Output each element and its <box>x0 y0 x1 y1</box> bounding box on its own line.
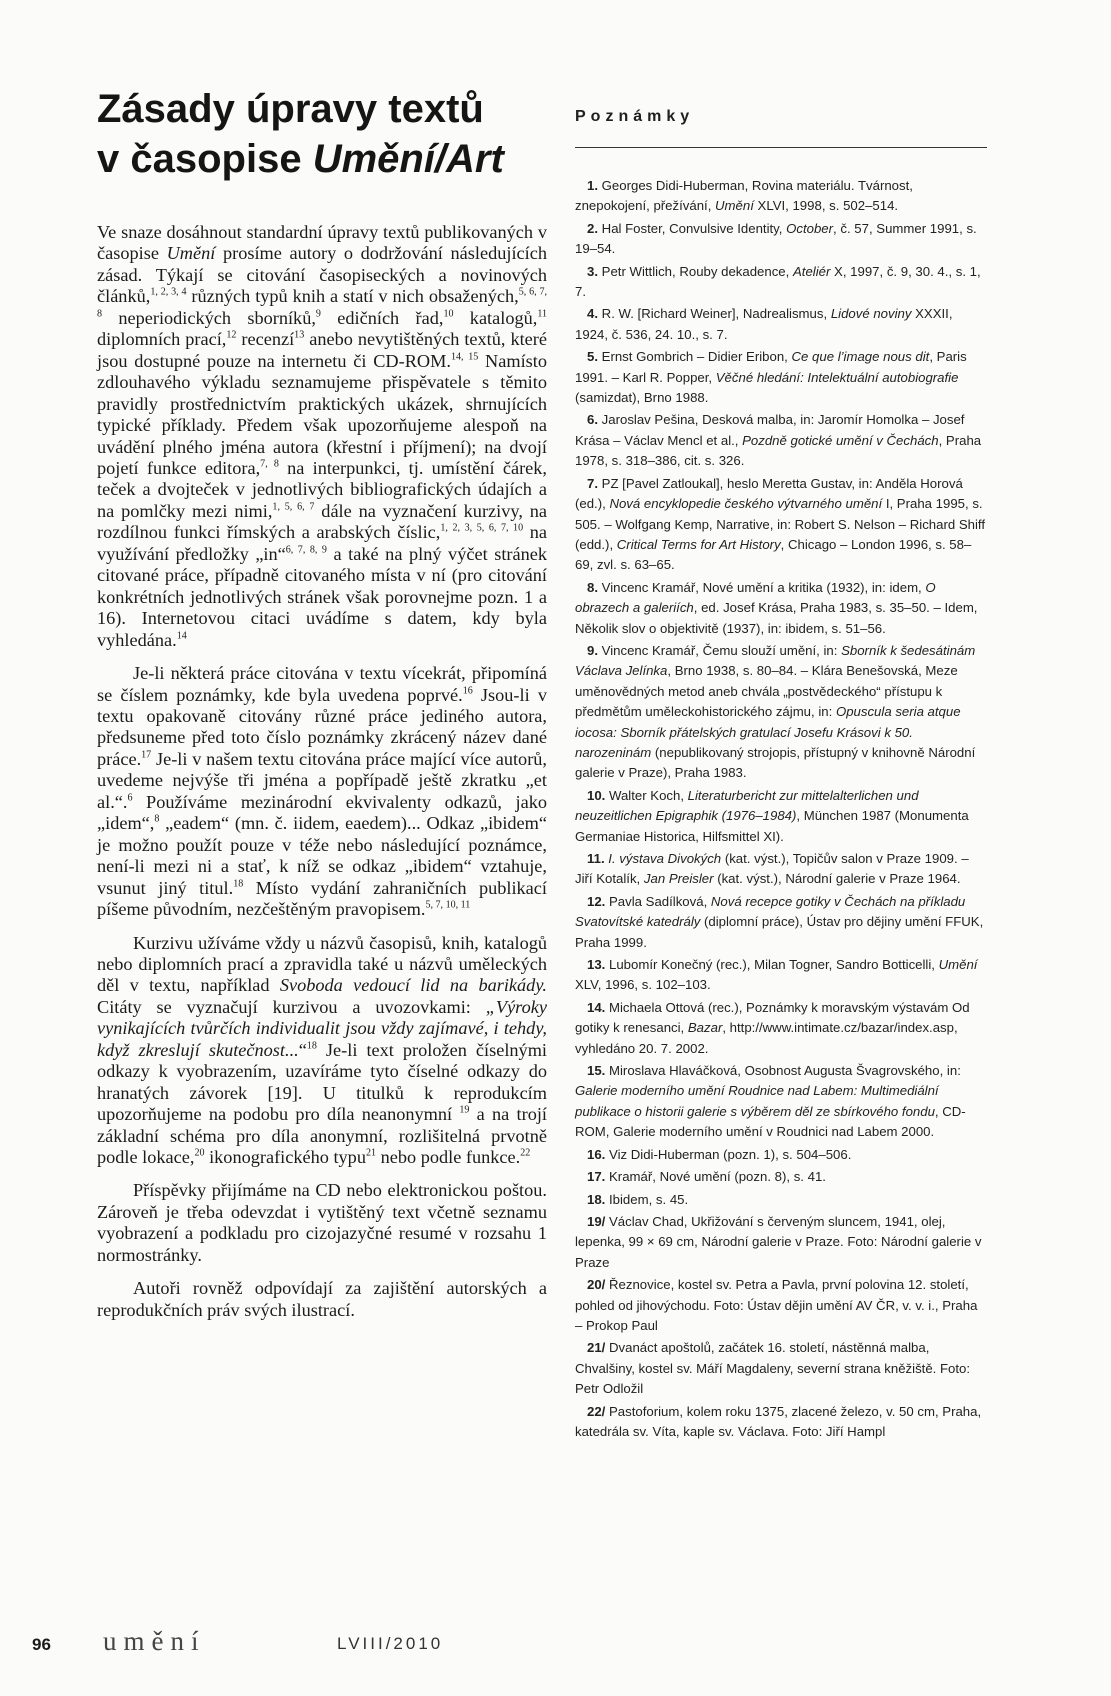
note-item <box>575 262 987 303</box>
text-run: Je-li v našem textu citována práce mající více autorů, uvedeme nejvýše tři jména a popřípadě ještě zkratku „et al.“. <box>97 748 547 812</box>
text-run: Pastoforium, kolem roku 1375, zlacené železo, v. 50 cm, Praha, katedrála sv. Víta, kaple sv. Václava. Foto: Jiří Hampl <box>575 1403 982 1439</box>
footnote-ref: 5, 7, 10, 11 <box>425 899 471 911</box>
text-run: (samizdat), Brno 1988. <box>575 390 709 406</box>
note-item <box>575 998 987 1059</box>
text-run: Jsou-li v textu opakovaně citovány různé práce jediného autora, předsuneme před toto číslo poznámky zkrácený název dané práce. <box>97 684 547 769</box>
article-title <box>97 84 527 184</box>
note-number: 19/ <box>587 1213 606 1229</box>
title-line-1: Zásady úpravy textů <box>97 87 484 131</box>
footnote-ref: 14 <box>176 630 187 642</box>
text-run: a také na plný výčet stránek citované práce, případně citovaného místa v ní (pro citování konkrétních jednotlivých stránek však porovnejme pozn. 1 a 16). Internetovou citaci uvádíme s datem, kdy byla vyhledána. <box>97 543 547 650</box>
note-number: 16. <box>587 1146 606 1162</box>
italic-text: Literaturbericht zur mittelalterlichen und neuzeitlichen Epigraphik (1976–1984) <box>575 787 919 824</box>
note-item <box>575 641 987 784</box>
footnote-ref: 7, 8 <box>260 458 279 470</box>
italic-text: Umění <box>166 243 216 264</box>
text-run: nebo podle funkce. <box>376 1147 521 1168</box>
note-item <box>575 1061 987 1143</box>
text-run: (nepublikovaný strojopis, přístupný v knihovně Národní galerie v Praze), Praha 1983. <box>575 744 976 781</box>
intro-paragraph <box>97 933 547 1169</box>
italic-text: Lidové noviny <box>830 306 912 322</box>
italic-text: Nová recepce gotiky v Čechách na příkladu Svatovítské katedrály <box>575 893 966 930</box>
text-run: Řeznovice, kostel sv. Petra a Pavla, první polovina 12. století, pohled od jihovýchodu. Foto: Ústav dějin umění AV ČR, v. v. i., Praha – Prokop Paul <box>575 1277 978 1333</box>
title-line-2-italic: Umění/Art <box>312 137 504 181</box>
text-run: anebo nevytištěných textů, které jsou dostupné pouze na internetu či CD-ROM. <box>97 329 547 371</box>
intro-paragraph <box>97 1180 547 1266</box>
note-item <box>575 176 987 217</box>
text-run: recenzí <box>236 329 295 350</box>
text-run: Michaela Ottová (rec.), Poznámky k moravským výstavám Od gotiky k renesanci, <box>575 999 970 1036</box>
footnote-ref: 19 <box>459 1104 470 1116</box>
note-number: 17. <box>587 1169 606 1185</box>
note-item <box>575 1167 987 1187</box>
note-item <box>575 410 987 471</box>
text-run: na interpunkci, tj. umístění čárek, teček a dvojteček v jednotlivých bibliografických údajích a na pomlčky mezi nimi, <box>97 457 547 521</box>
footnote-ref: 8 <box>154 813 160 825</box>
text-run: Vincenc Kramář, Čemu slouží umění, in: <box>598 642 842 658</box>
note-item <box>575 304 987 345</box>
text-run: , Praha 1978, s. 318–386, cit. s. 326. <box>575 432 982 469</box>
text-run: a na trojí základní schéma pro díla anonymní, rozlišitelná prvotně podle lokace, <box>97 1104 548 1168</box>
note-number: 18. <box>587 1191 606 1207</box>
note-number: 11. <box>587 851 605 866</box>
note-item <box>575 1338 987 1399</box>
text-run: , CD-ROM, Galerie moderního umění v Roudnici nad Labem 2000. <box>575 1103 966 1140</box>
text-run: X, 1997, č. 9, 30. 4., s. 1, 7. <box>575 263 981 300</box>
text-run: (kat. výst.), Topičův salon v Praze 1909. – Jiří Kotalík, <box>575 851 969 887</box>
note-number: 13. <box>587 957 606 973</box>
italic-text: „Výroky vynikajících tvůrčích individualit jsou vždy zajímavé, i tehdy, když zkreslují skutečnost... <box>97 996 547 1060</box>
footnote-ref: 1, 2, 3, 4 <box>150 286 187 298</box>
text-run: , http://www.intimate.cz/bazar/index.asp, vyhledáno 20. 7. 2002. <box>575 1020 958 1056</box>
notes-divider <box>575 147 987 148</box>
text-run: Příspěvky přijímáme na CD nebo elektronickou poštou. Zároveň je třeba odevzdat i vytištěný text včetně seznamu vyobrazení a podkladu pro cizojazyčné resumé v rozsahu 1 normostránky. <box>97 1180 547 1265</box>
text-run: katalogů, <box>453 307 538 328</box>
text-run: , ed. Josef Krása, Praha 1983, s. 35–50. – Idem, Několik slov o objektivitě (1937), in: ibidem, s. 51–56. <box>575 600 978 636</box>
italic-text: Galerie moderního umění Roudnice nad Labem: Multimediální publikace o historii galerie s výběrem děl ze sbírkového fondu <box>575 1083 939 1119</box>
text-run: dále na vyznačení kurzivy, na rozdílnou funkci římských a arabských číslic, <box>97 500 548 543</box>
note-number: 20/ <box>587 1277 606 1293</box>
note-number: 22/ <box>587 1403 606 1419</box>
text-run: Hal Foster, Convulsive Identity, <box>598 220 787 236</box>
footnote-ref: 16 <box>462 684 473 696</box>
italic-text: Ateliér <box>792 263 831 279</box>
text-run: “ <box>298 1039 307 1060</box>
title-line-2-prefix: v časopise <box>97 137 313 181</box>
note-number: 1. <box>587 178 598 193</box>
text-run: různých typů knih a statí v nich obsažených, <box>186 286 519 307</box>
italic-text: Umění <box>938 957 978 973</box>
italic-text: Umění <box>715 198 754 214</box>
note-number: 12. <box>587 893 606 909</box>
text-run: (diplomní práce), Ústav pro dějiny umění FFUK, Praha 1999. <box>575 914 984 950</box>
footnote-ref: 12 <box>226 329 237 341</box>
footnote-ref: 5, 6, 7, 8 <box>97 286 547 320</box>
text-run: Walter Koch, <box>605 787 688 803</box>
notes-heading: Poznámky <box>575 108 695 125</box>
footnote-ref: 11 <box>537 308 548 320</box>
footnote-ref: 6 <box>127 792 133 804</box>
footnote-ref: 13 <box>294 329 305 341</box>
italic-text: Nová encyklopedie českého výtvarného umění <box>609 496 883 512</box>
note-item <box>575 474 987 576</box>
note-number: 8. <box>587 579 598 595</box>
text-run: Pavla Sadílková, <box>605 893 711 909</box>
note-item <box>575 1145 987 1165</box>
text-run: Používáme mezinárodní ekvivalenty odkazů, jako „idem“, <box>97 791 547 834</box>
text-run: Autoři rovněž odpovídají za zajištění autorských a reprodukčních práv svých ilustrací. <box>97 1278 547 1320</box>
text-run: , č. 57, Summer 1991, s. 19–54. <box>575 220 977 257</box>
note-item <box>575 578 987 639</box>
text-run: R. W. [Richard Weiner], Nadrealismus, <box>598 306 831 322</box>
text-run: Ibidem, s. 45. <box>605 1191 689 1207</box>
footnote-ref: 9 <box>315 308 321 320</box>
text-run: Ve snaze dosáhnout standardní úpravy textů publikovaných v časopise <box>97 222 547 264</box>
note-number: 10. <box>587 787 606 803</box>
text-run: Petr Wittlich, Rouby dekadence, <box>598 263 793 279</box>
note-item <box>575 892 987 953</box>
note-number: 7. <box>587 475 598 491</box>
text-run: Namísto zdlouhavého výkladu seznamujeme přispěvatele s těmito pravidly prostřednictvím praktických ukázek, shrnujících typické příklady. Předem však upozorňujeme alespoň na uvádění plného jména autora (křestní i příjmení); na dvojí pojetí funkce editora, <box>97 350 547 478</box>
note-number: 9. <box>587 642 598 658</box>
note-number: 15. <box>587 1063 606 1079</box>
italic-text: Bazar <box>687 1020 723 1036</box>
text-run: prosíme autory o dodržování následujících zásad. Týkají se citování časopiseckých a novinových článků, <box>97 243 547 307</box>
note-number: 14. <box>587 999 606 1015</box>
magazine-name: umění <box>103 1626 206 1656</box>
italic-text: Věčné hledání: Intelektuální autobiografie <box>715 369 959 385</box>
text-run: Georges Didi-Huberman, Rovina materiálu. Tvárnost, znepokojení, přežívání, <box>575 178 913 214</box>
text-run: Místo vydání zahraničních publikací píšeme původním, nezčeštěným pravopisem. <box>97 877 547 920</box>
page-number: 96 <box>32 1635 51 1654</box>
text-run: Miroslava Hlaváčková, Osobnost Augusta Švagrovského, in: <box>605 1063 961 1079</box>
intro-paragraph <box>97 663 547 920</box>
text-run: na využívání předložky „in“ <box>97 522 548 564</box>
note-item <box>575 786 987 847</box>
note-item <box>575 1275 987 1336</box>
note-number: 2. <box>587 220 598 236</box>
italic-text: Jan Preisler <box>643 871 714 887</box>
note-item <box>575 1212 987 1273</box>
notes-list <box>575 176 987 1444</box>
note-number: 6. <box>587 412 598 428</box>
text-run: „eadem“ (mn. č. iidem, eaedem)... Odkaz „ibidem“ je možno použít pouze v téže nebo následující poznámce, není-li mezi ni a stať, k níž se odkaz „ibidem“ vztahuje, vsunut jiný titul. <box>97 813 547 898</box>
note-item <box>575 1190 987 1210</box>
text-run: Ernst Gombrich – Didier Eribon, <box>598 349 792 365</box>
intro-paragraph <box>97 222 547 651</box>
text-run: , Brno 1938, s. 80–84. – Klára Benešovská, Meze uměnovědných metod aneb chvála „postvědeckého“ přístupu k předmětům uměleckohistorického zájmu, in: <box>575 663 958 720</box>
text-run: , Chicago – London 1996, s. 58–69, zvl. s. 63–65. <box>575 536 972 573</box>
note-number: 21/ <box>587 1340 606 1356</box>
text-run: Kurzivu užíváme vždy u názvů časopisů, knih, katalogů nebo diplomních prací a zpravidla také u názvů uměleckých děl v textu, například <box>97 932 547 996</box>
italic-text: I. výstava Divokých <box>608 851 722 866</box>
footnote-ref: 1, 2, 3, 5, 6, 7, 10 <box>440 522 524 534</box>
italic-text: Svoboda vedoucí lid na barikády. <box>279 975 547 996</box>
text-run: , München 1987 (Monumenta Germaniae Historica, Hilfsmittel XI). <box>575 808 969 844</box>
footnote-ref: 22 <box>520 1147 531 1159</box>
text-run: diplomních prací, <box>97 329 227 350</box>
footnote-ref: 6, 7, 8, 9 <box>285 544 327 556</box>
italic-text: Pozdně gotické umění v Čechách <box>742 432 939 448</box>
note-number: 3. <box>587 263 598 279</box>
text-run: , Paris 1991. – Karl R. Popper, <box>575 349 967 385</box>
text-run: XLVI, 1998, s. 502–514. <box>753 198 899 214</box>
text-run: Dvanáct apoštolů, začátek 16. století, nástěnná malba, Chvalšiny, kostel sv. Máří Magdaleny, severní strana kněžiště. Foto: Petr Odložil <box>575 1340 971 1397</box>
text-run: Václav Chad, Ukřižování s červeným sluncem, 1941, olej, lepenka, 99 × 69 cm, Národní galerie v Praze. Foto: Národní galerie v Praze <box>575 1213 982 1270</box>
note-item <box>575 849 987 890</box>
italic-text: October <box>786 220 834 236</box>
text-run: I, Praha 1995, s. 505. – Wolfgang Kemp, Narrative, in: Robert S. Nelson – Richard Shiff (edd.), <box>575 496 985 552</box>
text-run: XLV, 1996, s. 102–103. <box>575 977 711 993</box>
text-run: Je-li text proložen číselnými odkazy k vyobrazením, uzavíráme tyto číselné odkazy do hranatých závorek [19]. U titulků k reprodukcím upozorňujeme na podobu pro díla neanonymní <box>97 1039 547 1125</box>
intro-paragraph <box>97 1278 547 1321</box>
footnote-ref: 20 <box>194 1147 205 1159</box>
footnote-ref: 1, 5, 6, 7 <box>272 501 315 513</box>
text-run: edičních řad, <box>320 307 444 328</box>
note-item <box>575 955 987 996</box>
intro-text <box>97 222 547 1333</box>
note-item <box>575 347 987 408</box>
text-run: ikonografického typu <box>204 1147 366 1168</box>
text-run: neperiodických sborníků, <box>102 307 316 328</box>
text-run: Jaroslav Pešina, Desková malba, in: Jaromír Homolka – Josef Krása – Václav Mencl et al., <box>575 412 965 448</box>
footnote-ref: 18 <box>233 878 244 890</box>
note-number: 4. <box>587 306 598 322</box>
italic-text: Critical Terms for Art History <box>616 536 781 552</box>
footnote-ref: 21 <box>365 1147 377 1159</box>
text-run: PZ [Pavel Zatloukal], heslo Meretta Gustav, in: Anděla Horová (ed.), <box>575 475 963 512</box>
text-run: Viz Didi-Huberman (pozn. 1), s. 504–506. <box>605 1146 852 1162</box>
text-run: (kat. výst.), Národní galerie v Praze 1964. <box>713 871 961 887</box>
italic-text: Sborník k šedesátinám Václava Jelínka <box>575 642 976 679</box>
footnote-ref: 14, 15 <box>450 351 479 363</box>
text-run: Lubomír Konečný (rec.), Milan Togner, Sandro Botticelli, <box>605 957 939 973</box>
italic-text: O obrazech a galeriích <box>575 579 936 616</box>
footnote-ref: 17 <box>141 749 152 761</box>
note-item <box>575 1402 987 1443</box>
footnote-ref: 10 <box>443 308 454 320</box>
text-run: Kramář, Nové umění (pozn. 8), s. 41. <box>605 1169 826 1185</box>
text-run: Vincenc Kramář, Nové umění a kritika (1932), in: idem, <box>598 579 926 595</box>
text-run: XXXII, 1924, č. 536, 24. 10., s. 7. <box>575 306 953 342</box>
issue-label: LVIII/2010 <box>337 1634 444 1653</box>
italic-text: Ce que l’image nous dit <box>791 349 930 365</box>
text-run: Citáty se vyznačují kurzivou a uvozovkami: <box>97 996 486 1017</box>
note-number: 5. <box>587 349 598 365</box>
note-item <box>575 219 987 260</box>
footnote-ref: 18 <box>306 1040 317 1052</box>
text-run: Je-li některá práce citována v textu vícekrát, připomíná se číslem poznámky, kde byla uvedena poprvé. <box>97 663 547 705</box>
italic-text: Opuscula seria atque iocosa: Sborník přátelských gratulací Josefu Krásovi k 50. narozeninám <box>575 704 961 760</box>
